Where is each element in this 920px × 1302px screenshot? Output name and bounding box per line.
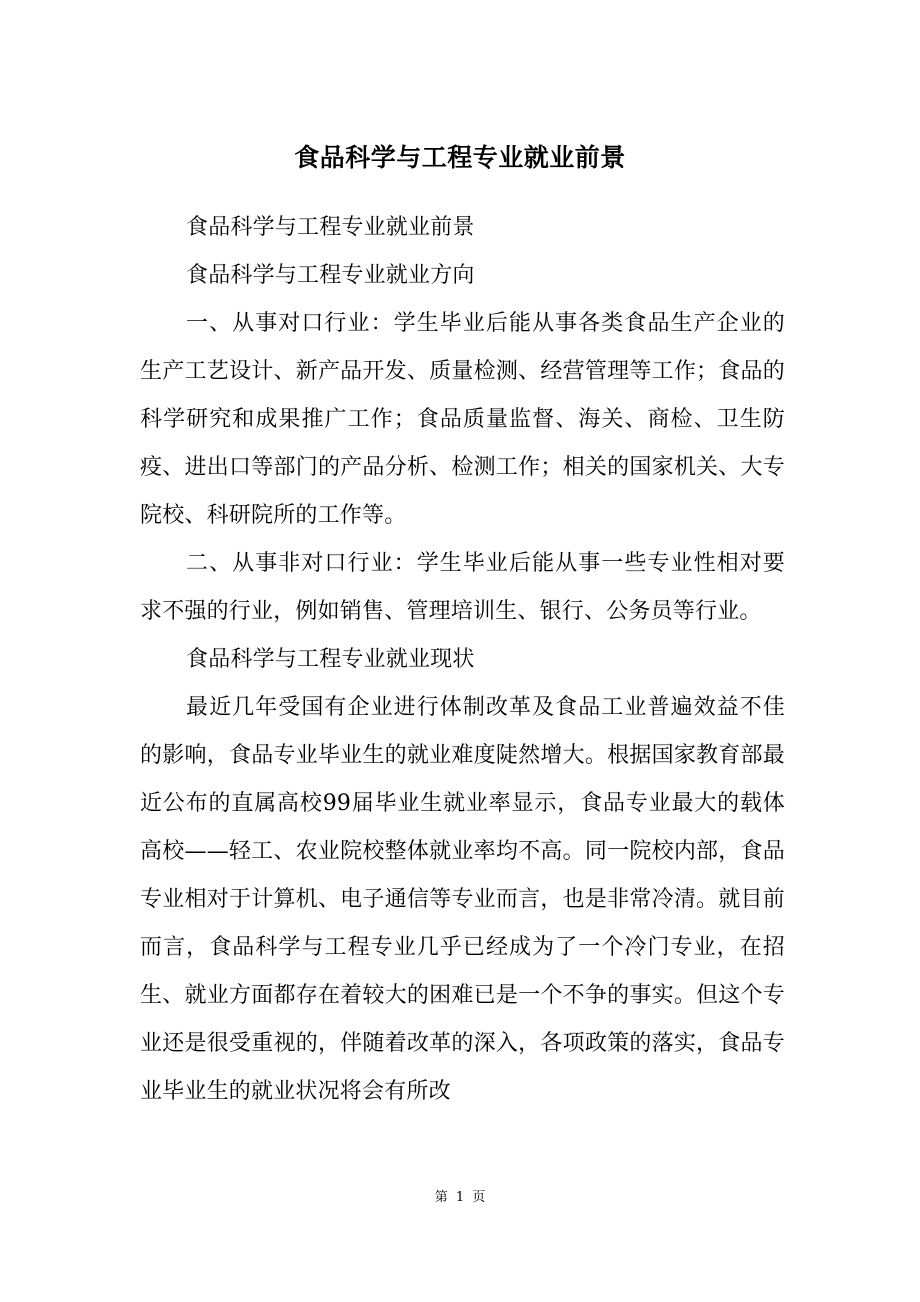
paragraph-unmatched-industry: 二、从事非对口行业：学生毕业后能从事一些专业性相对要求不强的行业，例如销售、管理培训生、银行、公务员等行业。 [140,551,785,624]
footer-prefix: 第 [434,1190,448,1205]
page-footer [0,1188,920,1208]
paragraph-matched-industry: 一、从事对口行业：学生毕业后能从事各类食品生产企业的生产工艺设计、新产品开发、质量检测、经营管理等工作；食品的科学研究和成果推广工作；食品质量监督、海关、商检、卫生防疫、进出口等部门的产品分析、检测工作；相关的国家机关、大专院校、科研院所的工作等。 [140,311,785,528]
footer-page-number: 1 [455,1190,465,1205]
paragraph-employment-status: 最近几年受国有企业进行体制改革及食品工业普遍效益不佳的影响，食品专业毕业生的就业难度陡然增大。根据国家教育部最近公布的直属高校99届毕业生就业率显示，食品专业最大的载体高校——轻工、农业院校整体就业率均不高。同一院校内部，食品专业相对于计算机、电子通信等专业而言，也是非常冷清。就目前而言，食品科学与工程专业几乎已经成为了一个冷门专业，在招生、就业方面都存在着较大的困难已是一个不争的事实。但这个专业还是很受重视的，伴随着改革的深入，各项政策的落实，食品专业毕业生的就业状况将会有所改 [140,695,785,1104]
document-title: 食品科学与工程专业就业前景 [294,143,626,172]
document-body [140,204,785,1116]
paragraph-heading-direction: 食品科学与工程专业就业方向 [186,263,475,288]
paragraph-heading-status: 食品科学与工程专业就业现状 [186,647,475,672]
paragraph-heading-prospects: 食品科学与工程专业就业前景 [186,215,475,240]
footer-suffix: 页 [472,1190,486,1205]
